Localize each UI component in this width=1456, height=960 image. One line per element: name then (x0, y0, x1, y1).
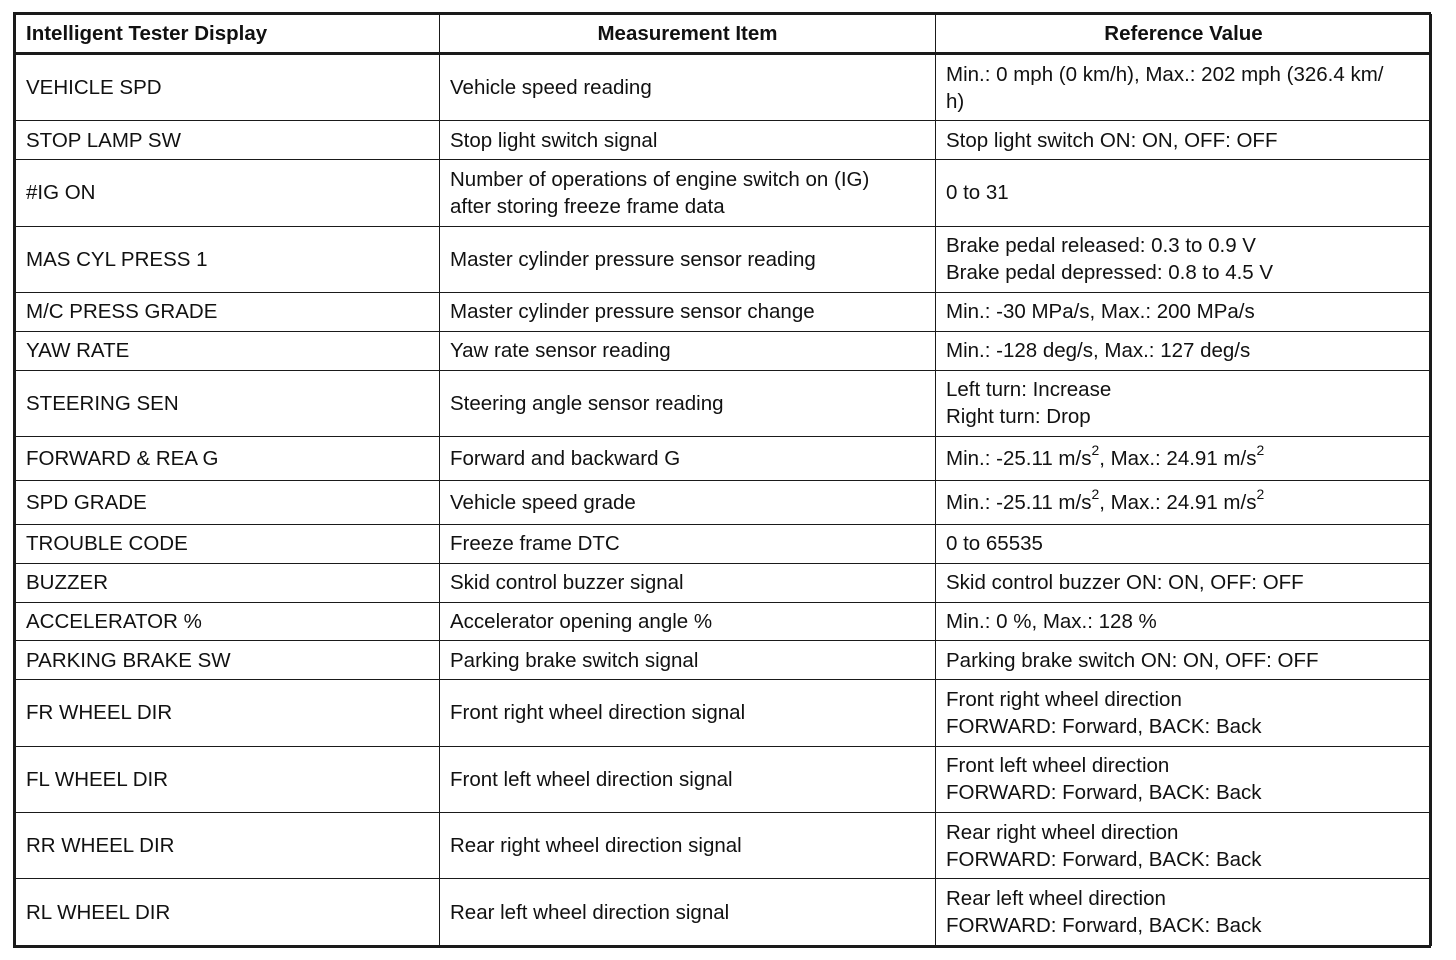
measurement-item-line: Vehicle speed grade (450, 490, 636, 514)
reference-value-line: Stop light switch ON: ON, OFF: OFF (946, 128, 1278, 152)
reference-value-line: Min.: -128 deg/s, Max.: 127 deg/s (946, 339, 1251, 363)
cell-tester-display: FL WHEEL DIR (16, 746, 440, 812)
reference-value-line: Rear left wheel direction (946, 887, 1166, 911)
table-row (16, 226, 1432, 292)
cell-measurement-item (440, 812, 936, 878)
cell-tester-display: TROUBLE CODE (16, 524, 440, 563)
reference-value-text: , Max.: 24.91 m/s (1099, 490, 1257, 514)
measurement-item-line: Rear right wheel direction signal (450, 834, 742, 858)
cell-tester-display: FORWARD & REA G (16, 437, 440, 481)
cell-reference-value (936, 160, 1432, 226)
header-measurement-item: Measurement Item (440, 15, 936, 54)
cell-measurement-item (440, 331, 936, 370)
table-row (16, 746, 1432, 812)
cell-tester-display: RL WHEEL DIR (16, 879, 440, 946)
reference-value-text: , Max.: 24.91 m/s (1099, 447, 1257, 471)
superscript-exponent: 2 (1256, 442, 1265, 459)
header-tester-display: Intelligent Tester Display (16, 15, 440, 54)
table-row (16, 481, 1432, 525)
cell-measurement-item (440, 481, 936, 525)
cell-reference-value (936, 370, 1432, 436)
cell-reference-value (936, 331, 1432, 370)
reference-value-line: Rear right wheel direction (946, 820, 1179, 844)
header-reference-value: Reference Value (936, 15, 1432, 54)
cell-reference-value (936, 293, 1432, 332)
measurement-item-line: Rear left wheel direction signal (450, 900, 730, 924)
table-row (16, 602, 1432, 641)
cell-reference-value (936, 641, 1432, 680)
measurement-item-line: Yaw rate sensor reading (450, 339, 671, 363)
measurement-item-line: Parking brake switch signal (450, 648, 699, 672)
measurement-item-line: Front left wheel direction signal (450, 767, 733, 791)
cell-measurement-item (440, 226, 936, 292)
measurement-item-line: Skid control buzzer signal (450, 571, 684, 595)
measurement-item-line: Forward and backward G (450, 447, 681, 471)
reference-value-line (946, 486, 1421, 516)
cell-tester-display: MAS CYL PRESS 1 (16, 226, 440, 292)
measurement-item-line: Number of operations of engine switch on (IG) (450, 167, 870, 191)
superscript-exponent: 2 (1091, 442, 1100, 459)
cell-tester-display: M/C PRESS GRADE (16, 293, 440, 332)
cell-measurement-item (440, 370, 936, 436)
cell-reference-value (936, 563, 1432, 602)
table-row (16, 641, 1432, 680)
superscript-exponent: 2 (1256, 486, 1265, 503)
cell-reference-value (936, 481, 1432, 525)
cell-tester-display: PARKING BRAKE SW (16, 641, 440, 680)
cell-measurement-item (440, 54, 936, 121)
cell-reference-value (936, 680, 1432, 746)
table-row (16, 879, 1432, 946)
cell-tester-display: ACCELERATOR % (16, 602, 440, 641)
reference-value-line: Front left wheel direction (946, 754, 1170, 778)
reference-value-line: Right turn: Drop (946, 405, 1091, 429)
measurement-item-line: after storing freeze frame data (450, 194, 725, 218)
cell-measurement-item (440, 746, 936, 812)
table-row (16, 160, 1432, 226)
cell-measurement-item (440, 160, 936, 226)
cell-tester-display: FR WHEEL DIR (16, 680, 440, 746)
reference-value-line: Min.: 0 mph (0 km/h), Max.: 202 mph (326.4 km/ (946, 62, 1384, 86)
reference-value-line: Left turn: Increase (946, 378, 1112, 402)
cell-reference-value (936, 54, 1432, 121)
cell-reference-value (936, 121, 1432, 160)
cell-tester-display: YAW RATE (16, 331, 440, 370)
cell-tester-display: SPD GRADE (16, 481, 440, 525)
measurement-item-line: Vehicle speed reading (450, 76, 652, 100)
table-row (16, 563, 1432, 602)
cell-reference-value (936, 812, 1432, 878)
table-row (16, 293, 1432, 332)
measurement-item-line: Steering angle sensor reading (450, 391, 724, 415)
table-row (16, 331, 1432, 370)
cell-measurement-item (440, 563, 936, 602)
cell-tester-display: RR WHEEL DIR (16, 812, 440, 878)
cell-measurement-item (440, 602, 936, 641)
reference-value-line: FORWARD: Forward, BACK: Back (946, 914, 1262, 938)
table-row (16, 437, 1432, 481)
cell-measurement-item (440, 879, 936, 946)
measurement-item-line: Master cylinder pressure sensor reading (450, 247, 816, 271)
reference-value-text: Min.: -25.11 m/s (946, 490, 1092, 514)
measurement-item-line: Freeze frame DTC (450, 532, 620, 556)
table-row (16, 812, 1432, 878)
measurement-item-line: Master cylinder pressure sensor change (450, 300, 815, 324)
measurement-item-line: Front right wheel direction signal (450, 701, 746, 725)
cell-reference-value (936, 879, 1432, 946)
data-list-table (15, 14, 1432, 946)
cell-tester-display: STOP LAMP SW (16, 121, 440, 160)
reference-value-line: Skid control buzzer ON: ON, OFF: OFF (946, 571, 1304, 595)
cell-measurement-item (440, 293, 936, 332)
reference-value-line: Front right wheel direction (946, 687, 1182, 711)
data-list-table-container (13, 12, 1431, 948)
reference-value-line: Parking brake switch ON: ON, OFF: OFF (946, 648, 1319, 672)
reference-value-text: Min.: -25.11 m/s (946, 447, 1092, 471)
reference-value-line: Min.: -30 MPa/s, Max.: 200 MPa/s (946, 300, 1255, 324)
cell-tester-display: STEERING SEN (16, 370, 440, 436)
table-row (16, 370, 1432, 436)
table-body (16, 54, 1432, 946)
cell-tester-display: #IG ON (16, 160, 440, 226)
reference-value-line: 0 to 65535 (946, 532, 1043, 556)
cell-tester-display: BUZZER (16, 563, 440, 602)
cell-reference-value (936, 437, 1432, 481)
reference-value-line: 0 to 31 (946, 181, 1009, 205)
cell-reference-value (936, 226, 1432, 292)
cell-measurement-item (440, 121, 936, 160)
reference-value-line: FORWARD: Forward, BACK: Back (946, 847, 1262, 871)
cell-reference-value (936, 524, 1432, 563)
cell-reference-value (936, 746, 1432, 812)
table-row (16, 121, 1432, 160)
reference-value-line: FORWARD: Forward, BACK: Back (946, 714, 1262, 738)
reference-value-line: Brake pedal depressed: 0.8 to 4.5 V (946, 261, 1274, 285)
reference-value-line: Brake pedal released: 0.3 to 0.9 V (946, 234, 1256, 258)
cell-measurement-item (440, 641, 936, 680)
table-row (16, 680, 1432, 746)
reference-value-line: Min.: 0 %, Max.: 128 % (946, 609, 1157, 633)
cell-measurement-item (440, 524, 936, 563)
reference-value-line: FORWARD: Forward, BACK: Back (946, 781, 1262, 805)
cell-reference-value (936, 602, 1432, 641)
superscript-exponent: 2 (1091, 486, 1100, 503)
reference-value-line (946, 442, 1421, 472)
reference-value-line: h) (946, 89, 965, 113)
table-row (16, 524, 1432, 563)
table-header-row (16, 15, 1432, 54)
cell-measurement-item (440, 680, 936, 746)
cell-measurement-item (440, 437, 936, 481)
measurement-item-line: Accelerator opening angle % (450, 609, 713, 633)
cell-tester-display: VEHICLE SPD (16, 54, 440, 121)
table-row (16, 54, 1432, 121)
measurement-item-line: Stop light switch signal (450, 128, 658, 152)
